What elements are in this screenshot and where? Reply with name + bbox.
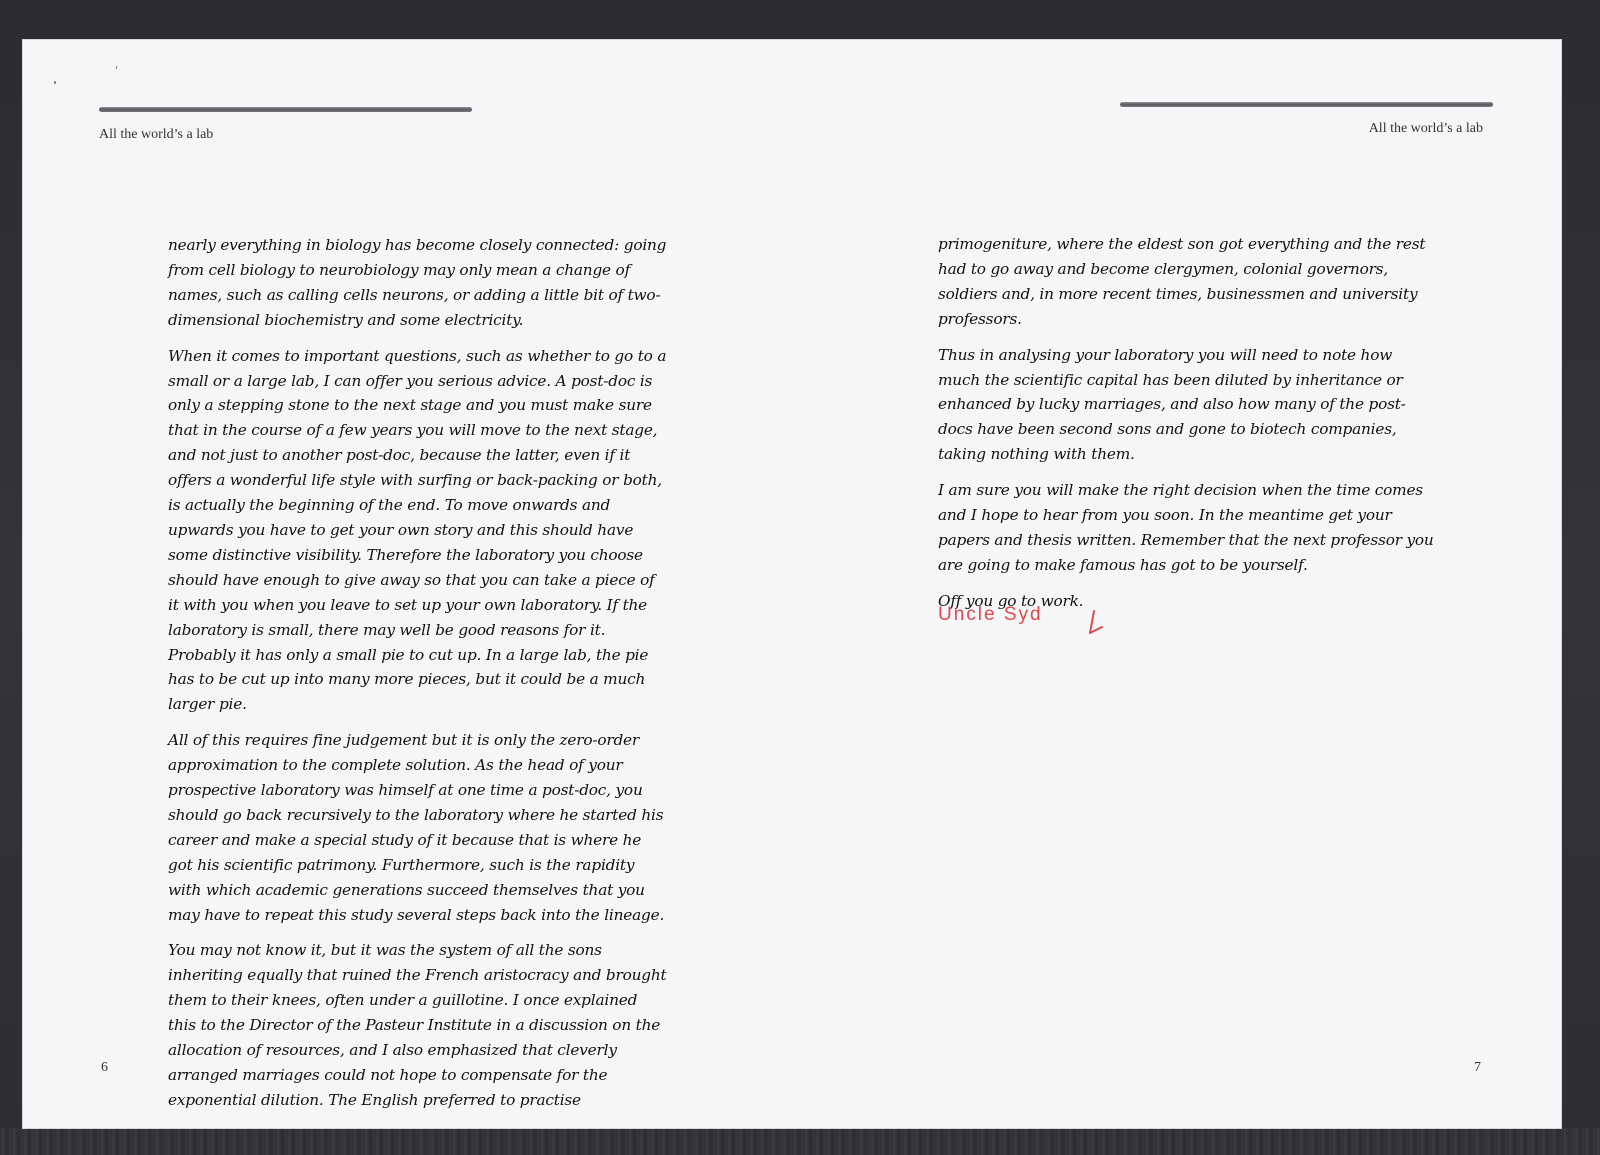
- paragraph: nearly everything in biology has become closely connected: going from cell biology to neurobiology may only mean a change of names, such as calling cells neurons, or adding a little bit of two-dimensional biochemistry and some electricity.: [168, 236, 667, 329]
- right-page: [792, 39, 1562, 1129]
- left-page-body: [168, 233, 668, 1124]
- paragraph: When it comes to important questions, such as whether to go to a small or a large lab, I can offer you serious advice. A post-doc is only a stepping stone to the next stage and you must make sure that in the course of a few years you will move to the next stage, and not just to another post-doc, because the latter, even if it offers a wonderful life style with surfing or back-packing or both, is actually the beginning of the end. To move onwards and upwards you have to get your own story and this should have some distinctive visibility. Therefore the laboratory you choose should have enough to give away so that you can take a piece of it with you when you leave to set up your own laboratory. If the laboratory is small, there may well be good reasons for it. Probably it has only a small pie to cut up. In a large lab, the pie has to be cut up into many more pieces, but it could be a much larger pie.: [168, 346, 667, 714]
- page-number-right: 7: [1474, 1060, 1481, 1075]
- left-page: [22, 39, 792, 1129]
- handwritten-initial-mark: [1084, 609, 1106, 637]
- paper-speck: [54, 81, 56, 84]
- paragraph: Thus in analysing your laboratory you will need to note how much the scientific capital has been diluted by inheritance or enhanced by lucky marriages, and also how many of the post-docs have been second sons and gone to biotech companies, taking nothing with them.: [938, 345, 1406, 464]
- paragraph: primogeniture, where the eldest son got everything and the rest had to go away and become clergymen, colonial governors, soldiers and, in more recent times, businessmen and university professors.: [938, 235, 1426, 328]
- running-head-left: All the world’s a lab: [99, 127, 214, 142]
- right-page-body: [938, 232, 1438, 625]
- paragraph: I am sure you will make the right decision when the time comes and I hope to hear from you soon. In the meantime get your papers and thesis written. Remember that the next professor you are going to make famous has got to be yourself.: [938, 481, 1434, 574]
- paper-speck: [116, 66, 117, 69]
- running-head-right: All the world’s a lab: [1368, 121, 1483, 136]
- paragraph: Off you go to work.: [938, 591, 1084, 610]
- paragraph: You may not know it, but it was the system of all the sons inheriting equally that ruined the French aristocracy and brought them to their knees, often under a guillotine. I once explained this to the Director of the Pasteur Institute in a discussion on the allocation of resources, and I also emphasized that cleverly arranged marriages could not hope to compensate for the exponential dilution. The English preferred to practise: [168, 941, 667, 1109]
- paragraph: All of this requires fine judgement but it is only the zero-order approximation to the complete solution. As the head of your prospective laboratory was himself at one time a post-doc, you should go back recursively to the laboratory where he started his career and make a special study of it because that is where he got his scientific patrimony. Furthermore, such is the rapidity with which academic generations succeed themselves that you may have to repeat this study several steps back into the lineage.: [168, 731, 665, 924]
- scan-bottom-edge: [0, 1128, 1600, 1155]
- header-rule-left: [99, 107, 472, 112]
- header-rule-right: [1120, 102, 1493, 107]
- handwritten-signature: Uncle Syd: [938, 604, 1043, 625]
- book-spread: [22, 39, 1562, 1129]
- page-number-left: 6: [101, 1060, 108, 1075]
